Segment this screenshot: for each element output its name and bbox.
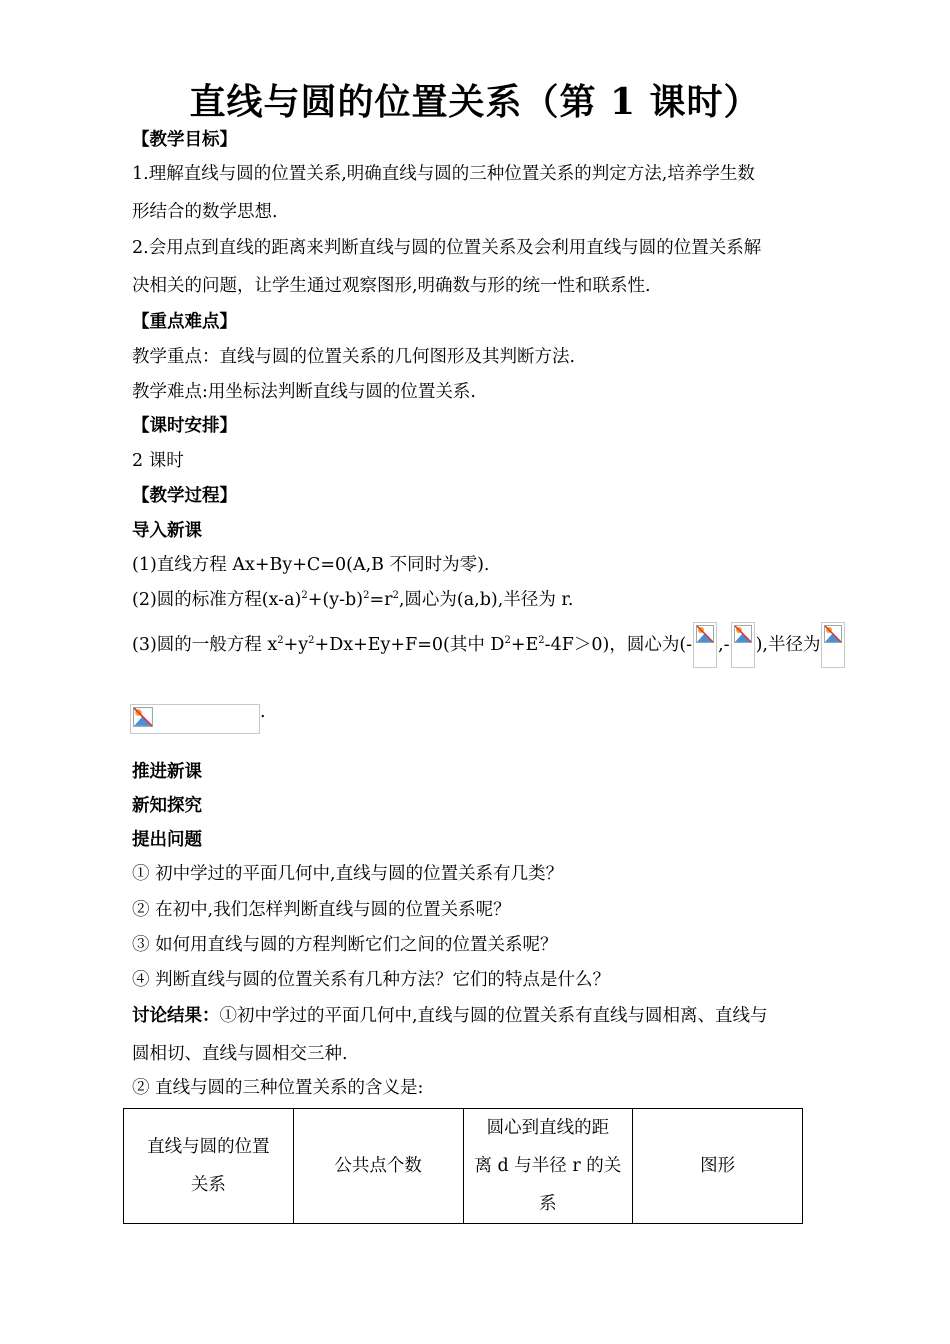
difficulty: 教学难点:用坐标法判断直线与圆的位置关系. bbox=[132, 382, 476, 402]
superscript: 2 bbox=[363, 590, 370, 602]
explore-heading: 新知探究 bbox=[132, 796, 202, 816]
intro-line-3 bbox=[132, 622, 846, 668]
table-header-cell: 图形 bbox=[633, 1109, 803, 1224]
superscript: 2 bbox=[308, 635, 315, 647]
discussion-text: ①初中学过的平面几何中,直线与圆的位置关系有直线与圆相离、直线与 bbox=[219, 1006, 768, 1026]
intro2-part: ,圆心为(a,b),半径为 r. bbox=[398, 590, 574, 610]
table-header-row bbox=[124, 1109, 803, 1224]
discussion-label: 讨论结果： bbox=[132, 1006, 220, 1026]
intro3-part: ,- bbox=[718, 635, 730, 655]
header-text: 圆心到直线的距 bbox=[486, 1118, 610, 1138]
key-heading: 【重点难点】 bbox=[132, 312, 237, 332]
question-4: ④ 判断直线与圆的位置关系有几种方法？它们的特点是什么？ bbox=[132, 970, 611, 990]
superscript: 2 bbox=[301, 590, 308, 602]
header-text: 关系 bbox=[190, 1175, 226, 1195]
question-heading: 提出问题 bbox=[132, 830, 202, 850]
intro3-part: (3)圆的一般方程 x bbox=[132, 635, 278, 655]
intro2-part: =r bbox=[369, 590, 393, 610]
goal2-line1: 2.会用点到直线的距离来判断直线与圆的位置关系及会利用直线与圆的位置关系解 bbox=[132, 238, 762, 258]
intro2-part: +(y-b) bbox=[307, 590, 364, 610]
intro3-part: +y bbox=[283, 635, 309, 655]
broken-image-icon bbox=[731, 622, 755, 668]
discussion-line-2: 圆相切、直线与圆相交三种. bbox=[132, 1044, 348, 1064]
goal1-line2: 形结合的数学思想. bbox=[132, 202, 278, 222]
broken-image-icon bbox=[693, 622, 717, 668]
goals-heading: 【教学目标】 bbox=[132, 130, 237, 150]
intro3-part: -4F＞0)，圆心为(- bbox=[544, 635, 693, 655]
superscript: 2 bbox=[277, 635, 284, 647]
advance-heading: 推进新课 bbox=[132, 762, 202, 782]
intro3-part: ),半径为 bbox=[755, 635, 821, 655]
intro2-part: (2)圆的标准方程(x-a) bbox=[132, 590, 302, 610]
question-3: ③ 如何用直线与圆的方程判断它们之间的位置关系呢？ bbox=[132, 935, 558, 955]
goal1-line1: 1.理解直线与圆的位置关系,明确直线与圆的三种位置关系的判定方法,培养学生数 bbox=[132, 164, 755, 184]
superscript: 2 bbox=[504, 635, 511, 647]
process-heading: 【教学过程】 bbox=[132, 486, 237, 506]
discussion-2: ② 直线与圆的三种位置关系的含义是: bbox=[132, 1078, 424, 1098]
broken-image-icon bbox=[130, 704, 260, 734]
intro-heading: 导入新课 bbox=[132, 521, 202, 541]
intro-line-2 bbox=[132, 586, 573, 611]
table-header-cell: 公共点个数 bbox=[293, 1109, 463, 1224]
broken-image-icon bbox=[821, 622, 845, 668]
goal2-line2: 决相关的问题，让学生通过观察图形,明确数与形的统一性和联系性. bbox=[132, 276, 651, 296]
header-text: 直线与圆的位置 bbox=[147, 1137, 270, 1157]
header-text: 系 bbox=[539, 1194, 557, 1214]
question-2: ② 在初中,我们怎样判断直线与圆的位置关系呢？ bbox=[132, 900, 511, 920]
key-point: 教学重点：直线与圆的位置关系的几何图形及其判断方法. bbox=[132, 347, 576, 367]
superscript: 2 bbox=[538, 635, 545, 647]
header-text: 离 d 与半径 r 的关 bbox=[474, 1156, 622, 1176]
schedule: 2 课时 bbox=[132, 451, 184, 471]
superscript: 2 bbox=[392, 590, 399, 602]
table-header-cell bbox=[124, 1109, 294, 1224]
schedule-heading: 【课时安排】 bbox=[132, 416, 237, 436]
intro3-part: +E bbox=[510, 635, 539, 655]
intro3-part: +Dx+Ey+F=0(其中 D bbox=[314, 635, 505, 655]
table-header-cell bbox=[463, 1109, 633, 1224]
question-1: ① 初中学过的平面几何中,直线与圆的位置关系有几类？ bbox=[132, 864, 564, 884]
intro-line-1: (1)直线方程 Ax+By+C=0(A,B 不同时为零). bbox=[132, 555, 490, 575]
period: . bbox=[260, 702, 266, 722]
discussion-line-1 bbox=[132, 1002, 768, 1027]
relations-table bbox=[123, 1108, 803, 1224]
page-title: 直线与圆的位置关系（第 1 课时） bbox=[189, 81, 761, 123]
